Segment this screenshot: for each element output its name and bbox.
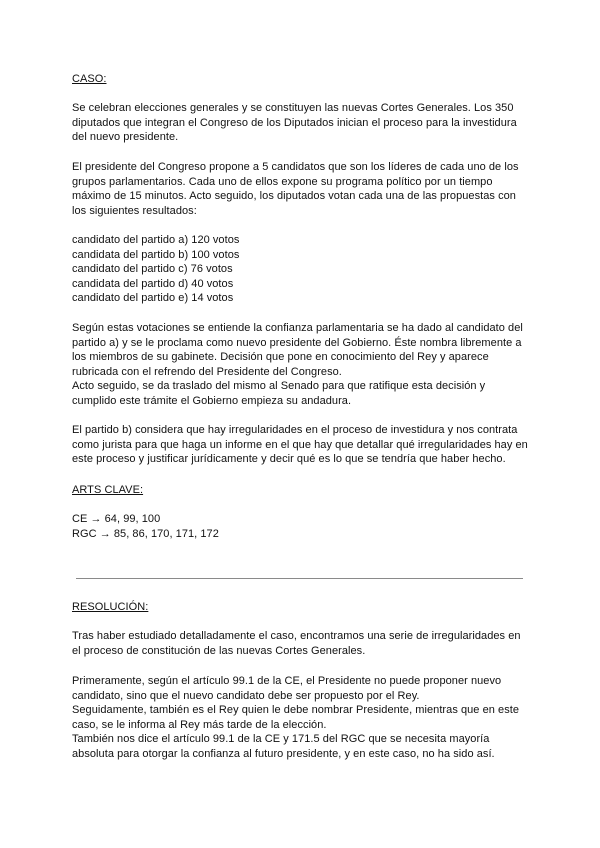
caso-p2-line-4: los siguientes resultados: [72, 204, 197, 217]
caso-p2-line-1: El presidente del Congreso propone a 5 candidatos que son los líderes de cada uno de los [72, 161, 519, 173]
caso-p2-line-2: grupos parlamentarios. Cada uno de ellos expone su programa político por un tiempo [72, 175, 493, 188]
resolucion-p2-line-2: candidato, sino que el nuevo candidato debe ser propuesto por el Rey. [72, 689, 420, 702]
caso-p4-line-1: El partido b) considera que hay irregularidades en el proceso de investidura y nos contrata [72, 424, 518, 436]
resolucion-heading: RESOLUCIÓN: [72, 601, 149, 613]
caso-p3-line-5: Acto seguido, se da traslado del mismo al Senado para que ratifique esta decisión y [72, 380, 486, 393]
caso-heading: CASO: [72, 73, 107, 85]
caso-p3-line-4: rubricada con el refrendo del Presidente del Congreso. [72, 365, 342, 378]
caso-p3-line-2: partido a) y se le proclama como nuevo presidente del Gobierno. Éste nombra libremente a [72, 336, 522, 349]
result-line-d: candidata del partido d) 40 votos [72, 277, 234, 290]
caso-p1-line-3: del nuevo presidente. [72, 131, 179, 144]
caso-p4-line-2: como jurista para que haga un informe en el que hay que detallar qué irregularidades hay en [72, 438, 528, 451]
caso-p3-line-1: Según estas votaciones se entiende la confianza parlamentaria se ha dado al candidato del [72, 322, 523, 334]
caso-p3-line-3: los miembros de su gabinete. Decisión que pone en conocimiento del Rey y aparece [72, 351, 489, 364]
section-divider [76, 578, 523, 579]
result-line-b: candidata del partido b) 100 votos [72, 248, 240, 261]
resolucion-p2-line-3: Seguidamente, también es el Rey quien le debe nombrar Presidente, mientras que en este [72, 704, 520, 717]
resolucion-p2-line-1: Primeramente, según el artículo 99.1 de la CE, el Presidente no puede proponer nuevo [72, 675, 502, 687]
caso-p1-line-2: diputados que integran el Congreso de los Diputados inician el proceso para la investidura [72, 116, 517, 129]
caso-p4-line-3: este proceso y justificar jurídicamente y decir qué es lo que se tendría que haber hecho. [72, 453, 506, 466]
resolucion-p1-line-2: el proceso de constitución de las nuevas Cortes Generales. [72, 644, 366, 657]
arts-rgc-line: RGC → 85, 86, 170, 171, 172 [72, 528, 219, 540]
resolucion-p2-line-4: caso, se le informa al Rey más tarde de la elección. [72, 718, 327, 731]
caso-p2-line-3: máximo de 15 minutos. Acto seguido, los diputados votan cada una de las propuestas con [72, 190, 516, 203]
arts-heading: ARTS CLAVE: [72, 484, 144, 496]
caso-p3-line-6: cumplido este trámite el Gobierno empieza su andadura. [72, 395, 352, 407]
result-line-e: candidato del partido e) 14 votos [72, 292, 234, 305]
result-line-a: candidato del partido a) 120 votos [72, 234, 240, 246]
resolucion-p2-line-5: También nos dice el artículo 99.1 de la CE y 171.5 del RGC que se necesita mayoría [72, 733, 490, 746]
resolucion-p2-line-6: absoluta para otorgar la confianza al futuro presidente, y en este caso, no ha sido así. [72, 748, 495, 760]
arts-ce-line: CE → 64, 99, 100 [72, 513, 161, 525]
result-line-c: candidato del partido c) 76 votos [72, 263, 233, 276]
resolucion-p1-line-1: Tras haber estudiado detalladamente el caso, encontramos una serie de irregularidades en [72, 630, 521, 642]
caso-p1-line-1: Se celebran elecciones generales y se constituyen las nuevas Cortes Generales. Los 350 [72, 102, 514, 114]
